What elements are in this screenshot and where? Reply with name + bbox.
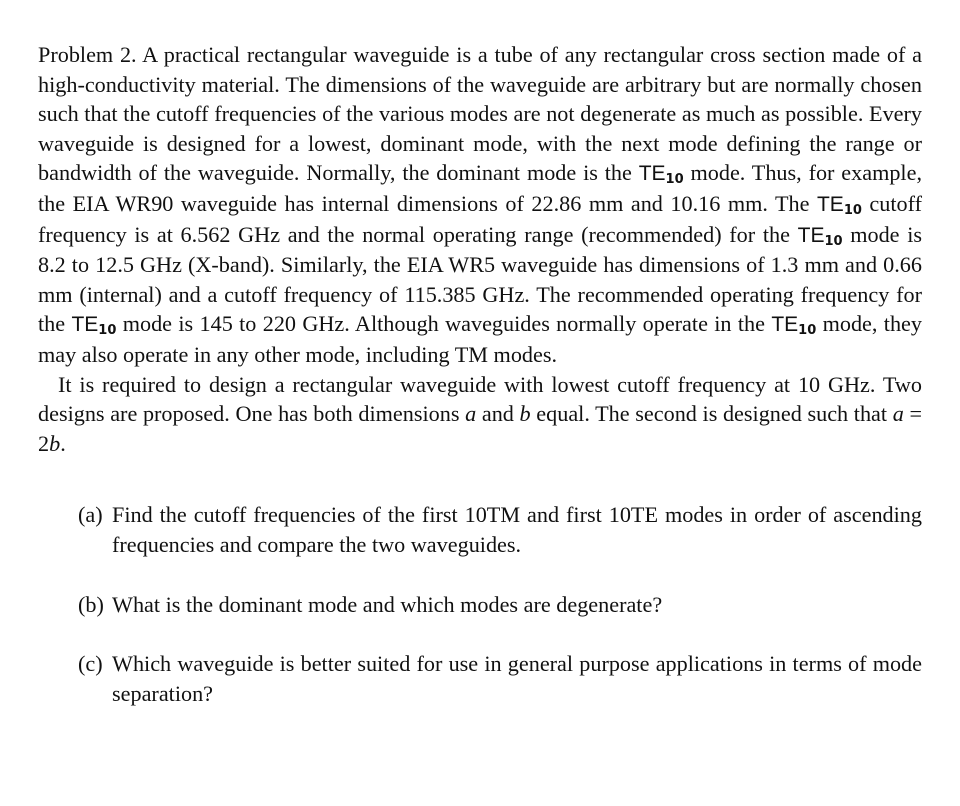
problem-heading: Problem 2. [38,42,137,67]
intro-text: mode. Thus, for example, the EIA WR90 waveguide has internal dimensions of 22.86 mm and 10.16 mm. The [38,160,922,216]
variable-a: a [465,401,477,427]
question-list [38,500,922,708]
question-item-b [78,590,922,620]
question-item-a [78,500,922,559]
requirement-text: It is required to design a rectangular waveguide with lowest cutoff frequency at 10 GHz. Two designs are proposed. One has both dimensions [38,371,922,427]
intro-text: cutoff frequency is at 6.562 GHz and the normal operating range (recommended) for the [38,190,923,247]
mode-te10: $TE_{10}$ [771,313,817,339]
question-label: (c) [78,651,103,677]
question-item-c [78,649,922,708]
question-label: (a) [78,502,103,528]
problem-document [38,40,922,708]
intro-text: mode is 8.2 to 12.5 GHz (X-band). Similarly, the EIA WR5 waveguide has dimensions of 1.3 mm and 0.66 mm (internal) and a cutoff frequency of 115.385 GHz. The recommended operating frequency for the [38,221,923,337]
variable-b: b [519,401,531,427]
mode-te10: $TE_{10}$ [797,223,843,249]
intro-text: mode, they may also operate in any other mode, including TM modes. [38,311,922,367]
variable-b: b [49,430,61,456]
mode-te10: $TE_{10}$ [638,162,684,188]
intro-text: A practical rectangular waveguide is a tube of any rectangular cross section made of a high-conductivity material. The dimensions of the waveguide are arbitrary but are normally chosen such that the cutoff frequencies of the various modes are not degenerate as much as possible. Every waveguide is designed for a lowest, dominant mode, with the next mode defining the range or bandwidth of the waveguide. Normally, the dominant mode is the [38,42,923,186]
variable-a: a [892,401,904,427]
intro-text: mode is 145 to 220 GHz. Although waveguides normally operate in the [116,311,772,337]
mode-te10: $TE_{10}$ [71,313,117,339]
question-text: Find the cutoff frequencies of the first 10TM and first 10TE modes in order of ascending frequencies and compare the two waveguides. [112,502,922,557]
design-requirement-paragraph: It is required to design a rectangular waveguide with lowest cutoff frequency at 10 GHz. Two designs are proposed. One has both dimensions a and b equal. The second is designed such that a = 2b. [38,371,922,456]
problem-intro-paragraph [38,40,922,370]
question-text: Which waveguide is better suited for use in general purpose applications in terms of mode separation? [112,651,922,706]
question-label: (b) [78,591,104,617]
question-text: What is the dominant mode and which modes are degenerate? [112,591,663,617]
mode-te10: $TE_{10}$ [816,192,862,218]
